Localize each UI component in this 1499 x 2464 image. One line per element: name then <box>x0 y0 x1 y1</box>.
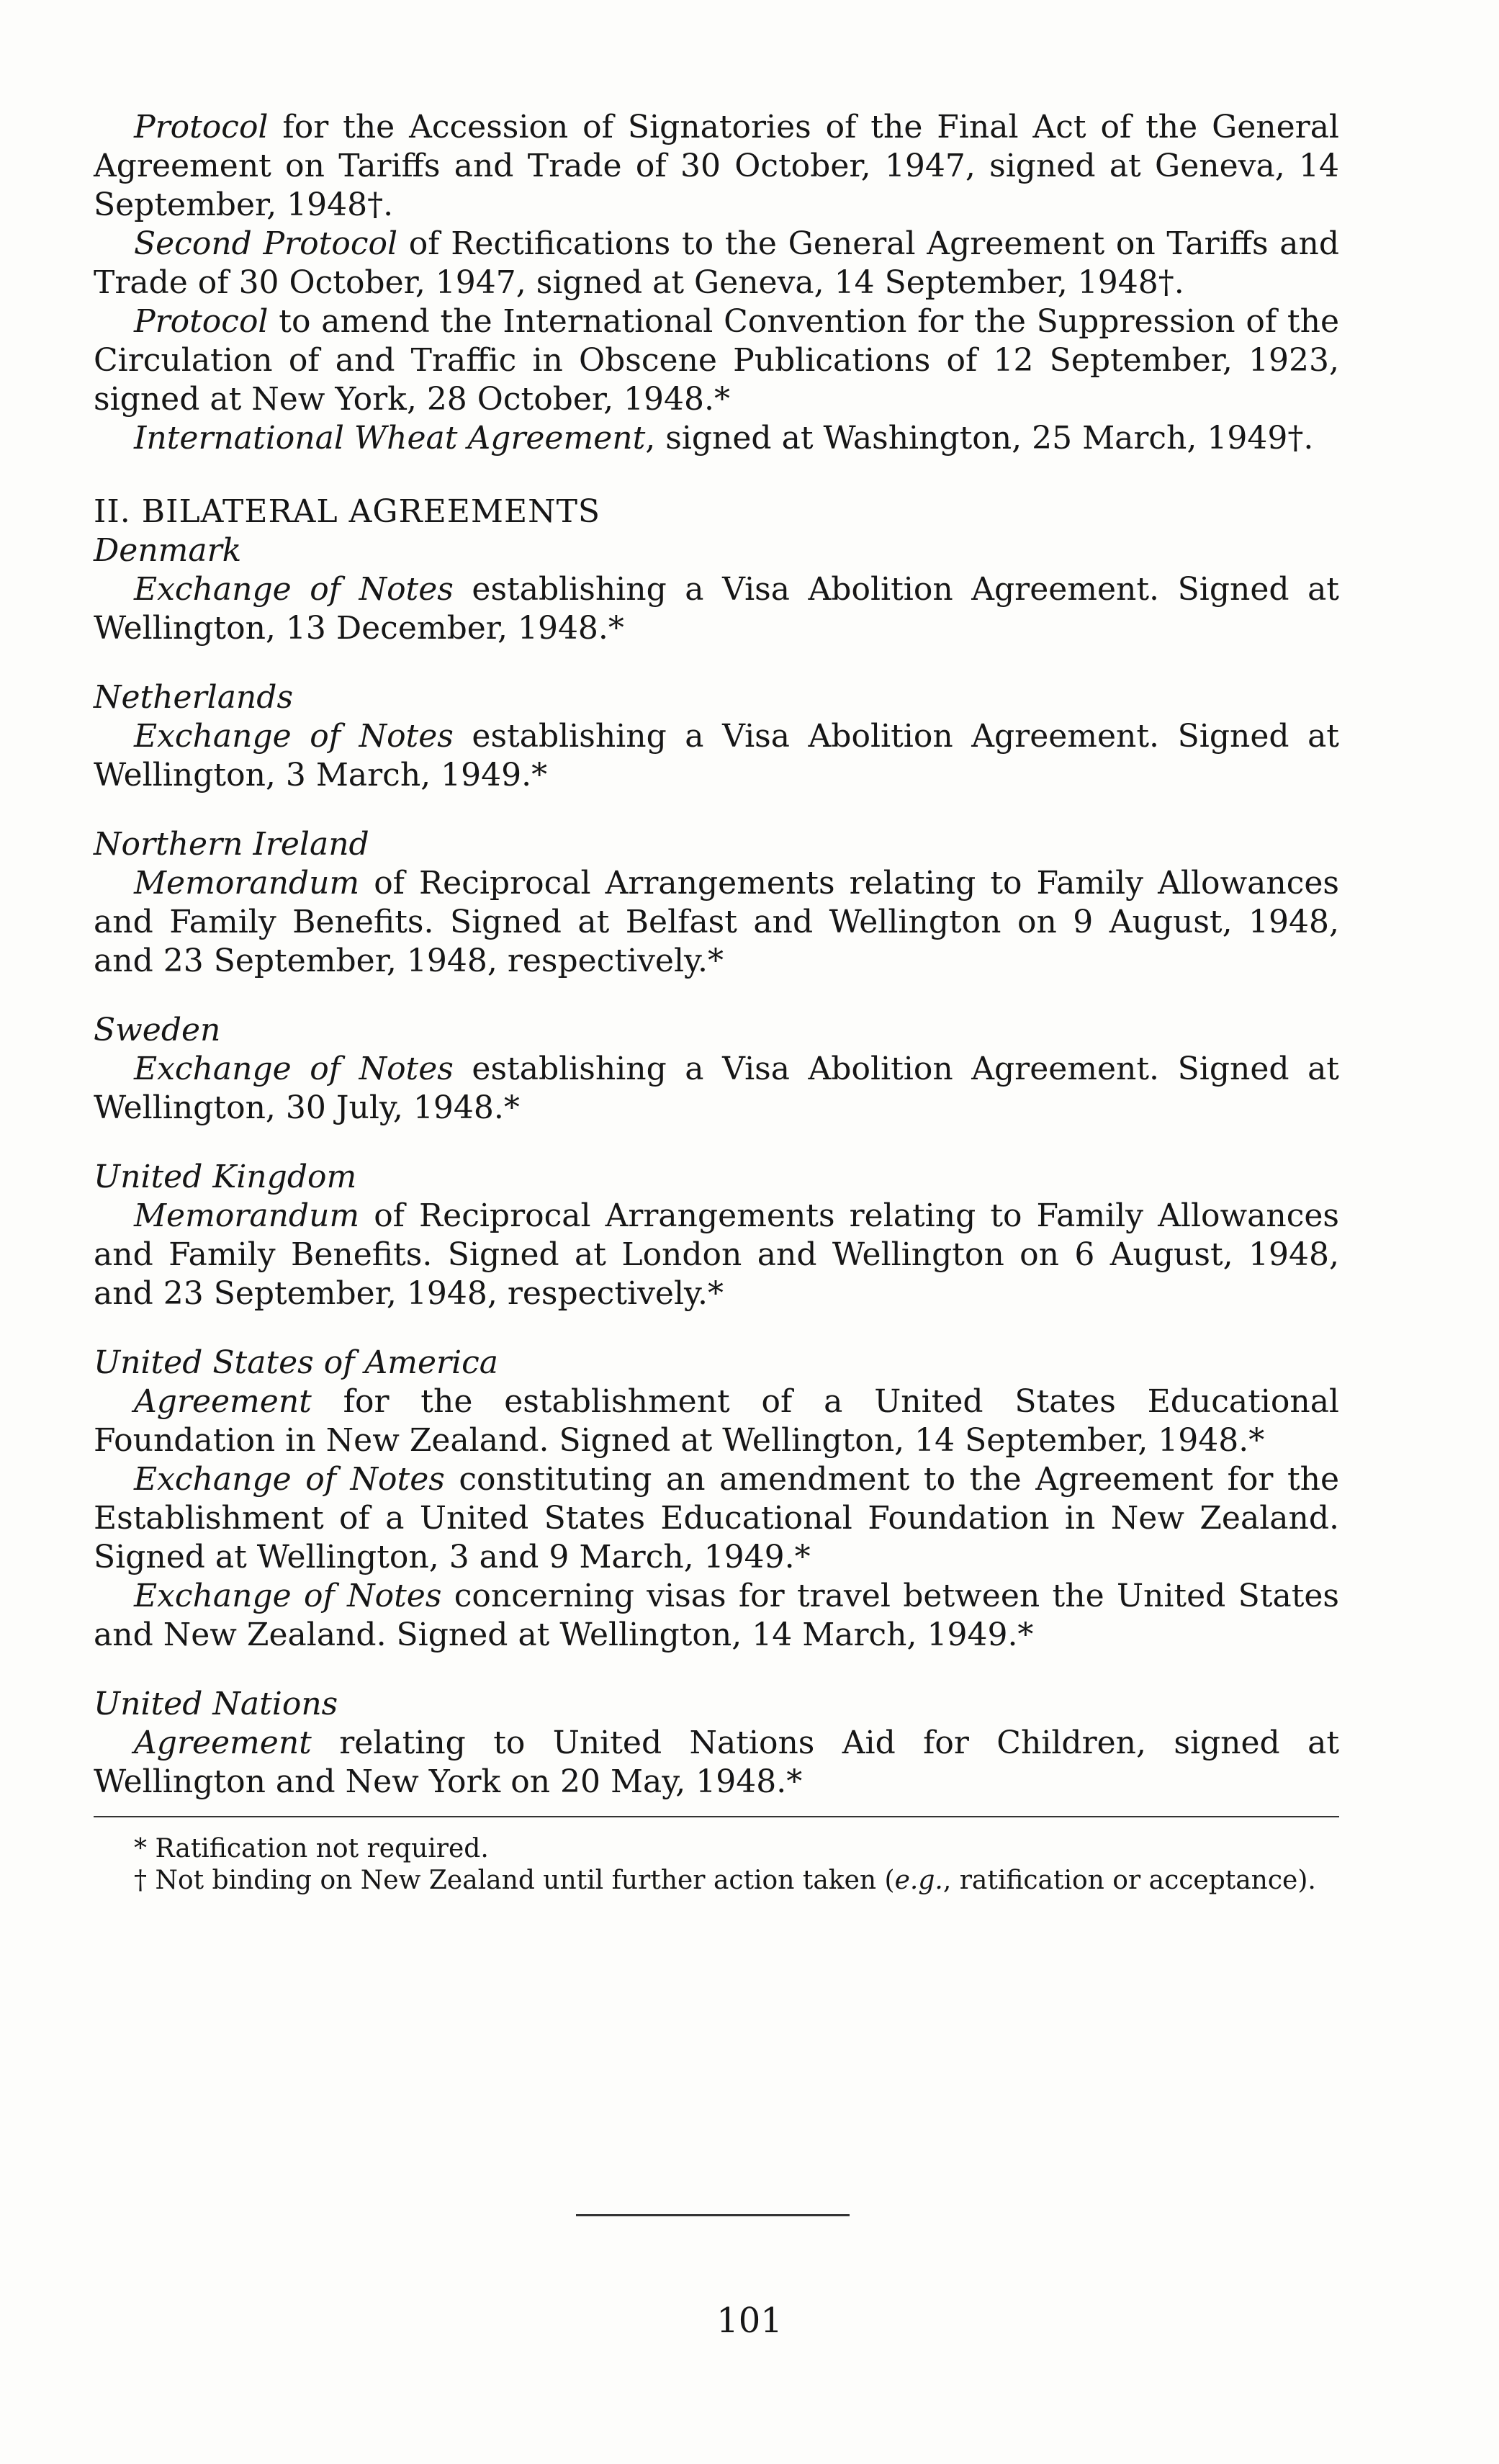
agreement-entry <box>94 225 1339 302</box>
entry-text: concerning visas for travel between the United States and New Zealand. Signed at Wellington, 14 March, 1949.* <box>94 1578 1340 1653</box>
entry-text: for the Accession of Signatories of the Final Act of the General Agreement on Tariffs and Trade of 30 October, 1947, signed at Geneva, 14 September, 1948†. <box>94 109 1339 223</box>
entry-title: Exchange of Notes <box>134 571 454 608</box>
entry-text: establishing a Visa Abolition Agreement. Signed at Wellington, 13 December, 1948.* <box>94 571 1339 647</box>
footnote-dagger-tail: , ratification or acceptance). <box>942 1866 1316 1895</box>
footnotes <box>94 1833 1339 1897</box>
footnote-divider <box>94 1816 1339 1817</box>
agreement-entry <box>94 1050 1339 1128</box>
entry-title: Protocol <box>134 109 269 145</box>
entry-text: to amend the International Convention for the Suppression of the Circulation of and Traffic in Obscene Publications of 12 September, 1923, signed at New York, 28 October, 1948.* <box>94 303 1339 418</box>
entry-title: Exchange of Notes <box>134 718 454 755</box>
document-page <box>94 108 1339 1897</box>
entry-text: relating to United Nations Aid for Children, signed at Wellington and New York on 20 May, 1948.* <box>94 1725 1339 1800</box>
entry-text: for the establishment of a United States Educational Foundation in New Zealand. Signed at Wellington, 14 September, 1948.* <box>94 1383 1339 1459</box>
agreement-entry <box>94 1577 1339 1655</box>
multilateral-list <box>94 108 1339 458</box>
entry-text: establishing a Visa Abolition Agreement. Signed at Wellington, 3 March, 1949.* <box>94 718 1339 793</box>
entry-title: Memorandum <box>134 865 360 901</box>
agreement-entry <box>94 1460 1339 1577</box>
agreement-entry <box>94 1724 1339 1802</box>
entry-title: International Wheat Agreement <box>134 420 646 457</box>
footnote-dagger <box>94 1865 1339 1897</box>
entry-title: Memorandum <box>134 1197 360 1234</box>
agreement-entry <box>94 570 1339 648</box>
entry-text: establishing a Visa Abolition Agreement. Signed at Wellington, 30 July, 1948.* <box>94 1051 1339 1126</box>
entry-title: Exchange of Notes <box>134 1461 445 1498</box>
country-heading: Netherlands <box>94 679 294 716</box>
agreement-entry <box>94 419 1339 458</box>
country-heading: United States of America <box>94 1344 498 1381</box>
agreement-entry <box>94 1382 1339 1460</box>
entry-title: Protocol <box>134 303 269 340</box>
agreement-entry <box>94 108 1339 225</box>
entry-title: Exchange of Notes <box>134 1578 442 1614</box>
entry-text: constituting an amendment to the Agreement for the Establishment of a United States Educational Foundation in New Zealand. Signed at Wellington, 3 and 9 March, 1949.* <box>94 1461 1339 1575</box>
entry-title: Agreement <box>134 1383 312 1420</box>
country-heading: United Kingdom <box>94 1159 357 1195</box>
country-heading: Northern Ireland <box>94 826 369 863</box>
entry-text: of Rectifications to the General Agreement on Tariffs and Trade of 30 October, 1947, signed at Geneva, 14 September, 1948†. <box>94 225 1339 301</box>
footnote-dagger-text: † Not binding on New Zealand until further action taken ( <box>134 1866 895 1895</box>
footnote-dagger-eg: e.g. <box>894 1866 943 1895</box>
entry-text: of Reciprocal Arrangements relating to Family Allowances and Family Benefits. Signed at London and Wellington on 6 August, 1948, and 23 September, 1948, respectively.* <box>94 1197 1339 1312</box>
entry-title: Agreement <box>134 1725 312 1761</box>
end-rule <box>576 2214 850 2216</box>
footnote-star: * Ratification not required. <box>134 1834 489 1863</box>
section-heading: II. BILATERAL AGREEMENTS <box>94 493 601 530</box>
entry-text: , signed at Washington, 25 March, 1949†. <box>645 420 1314 457</box>
entry-title: Exchange of Notes <box>134 1051 454 1087</box>
page-number: 101 <box>716 2301 783 2341</box>
agreement-entry <box>94 717 1339 795</box>
agreement-entry <box>94 1197 1339 1313</box>
agreement-entry <box>94 302 1339 419</box>
entry-title: Second Protocol <box>134 225 398 262</box>
agreement-entry <box>94 864 1339 981</box>
country-heading: United Nations <box>94 1686 338 1722</box>
country-heading: Sweden <box>94 1012 221 1048</box>
country-heading: Denmark <box>94 532 242 569</box>
entry-text: of Reciprocal Arrangements relating to Family Allowances and Family Benefits. Signed at Belfast and Wellington on 9 August, 1948, and 23 September, 1948, respectively.* <box>94 865 1339 979</box>
